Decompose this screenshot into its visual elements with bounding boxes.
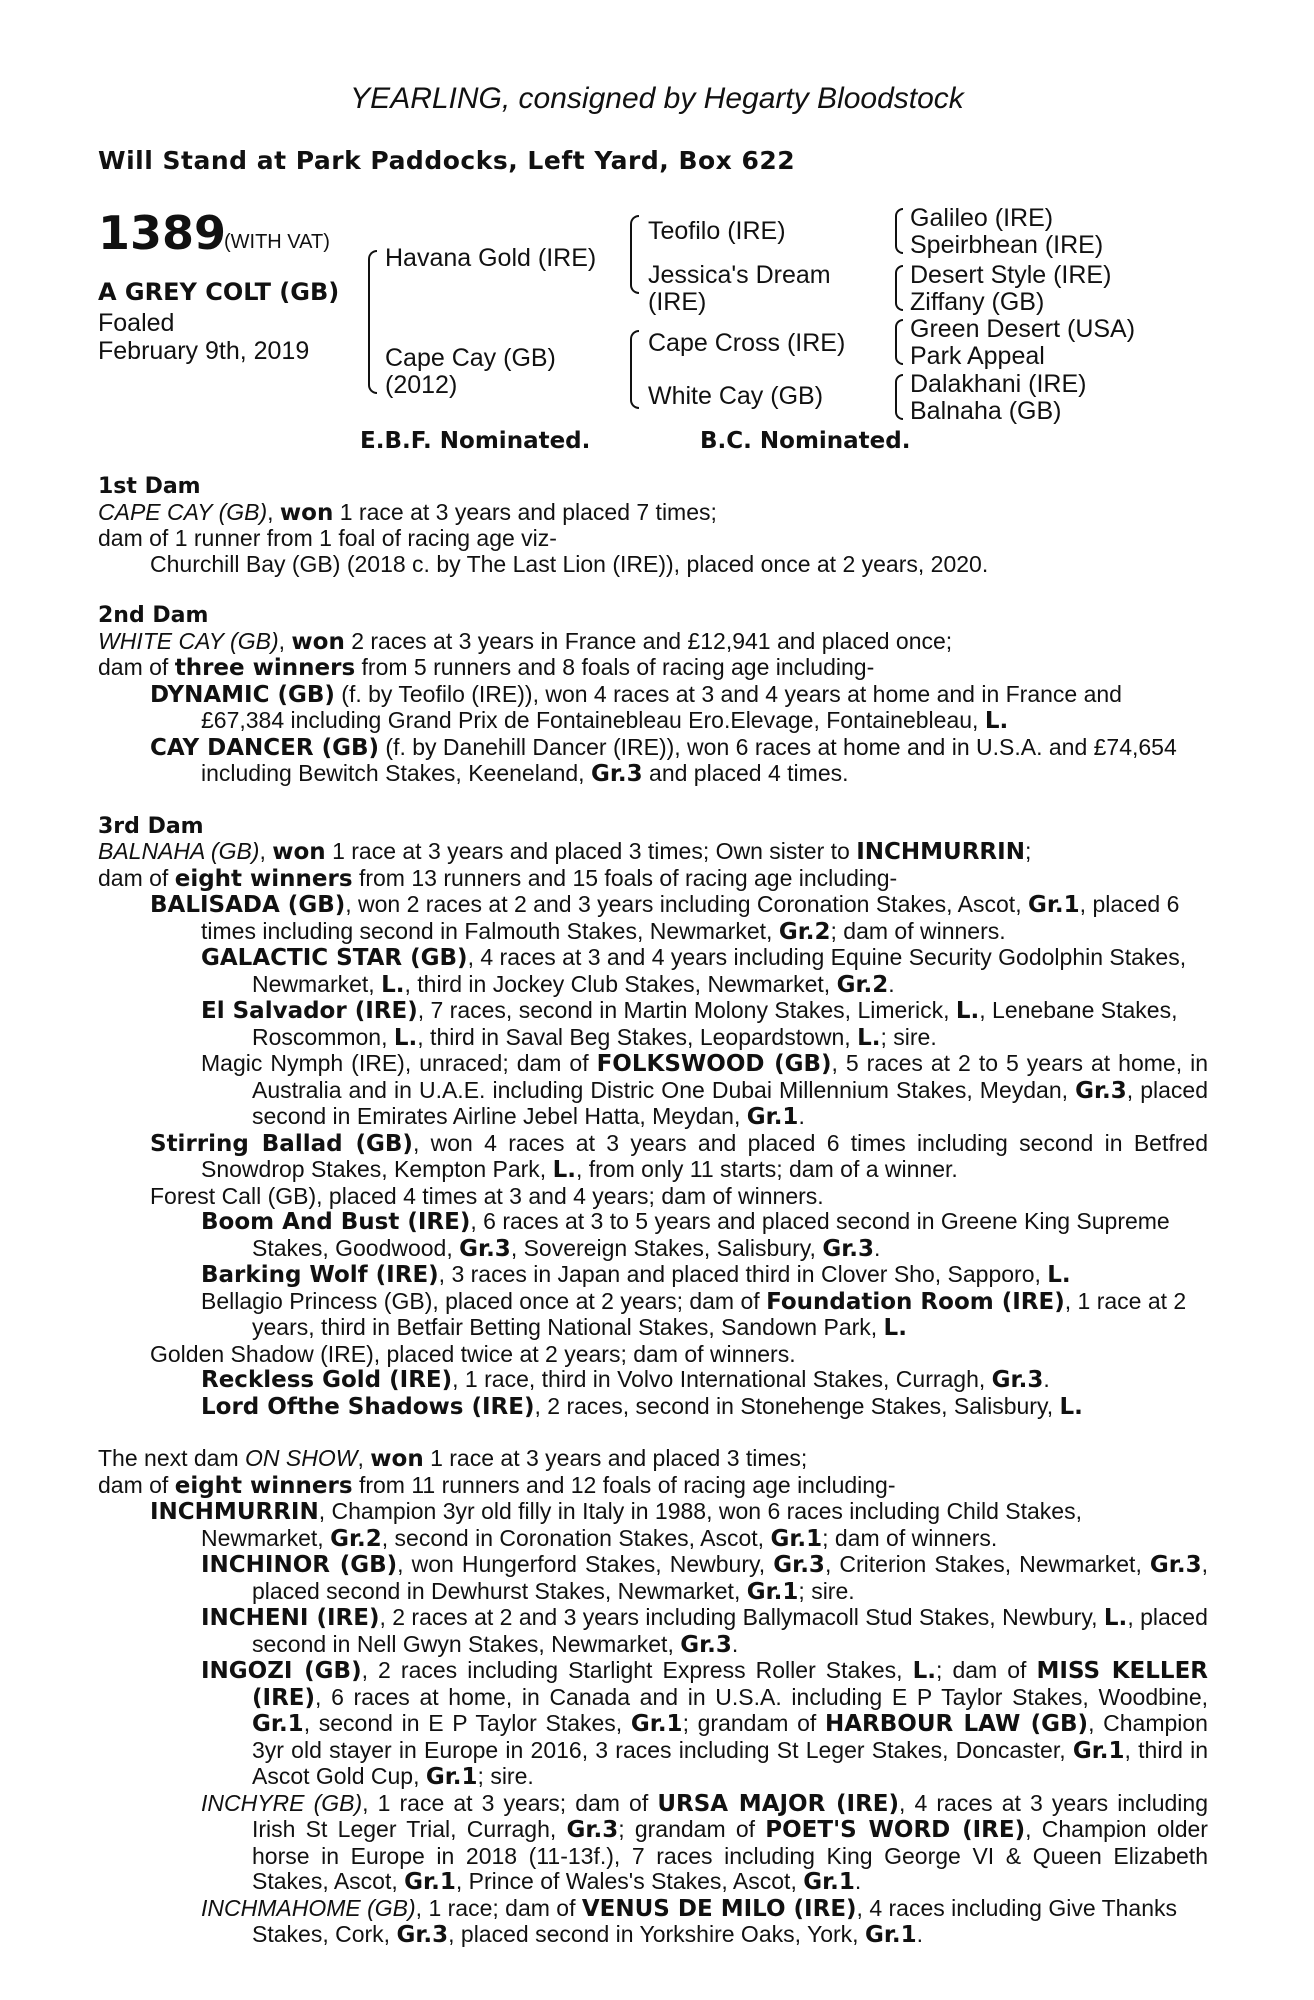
text: from 5 runners and 8 foals of racing age including-	[355, 654, 875, 680]
pedigree-dam: Cape Cay (GB)	[385, 344, 556, 372]
horse-name: CAY DANCER (GB)	[150, 734, 380, 761]
horse-name: INCHMURRIN	[150, 1499, 319, 1525]
offspring-incheni	[98, 1605, 1208, 1658]
second-dam-name: WHITE CAY (GB)	[98, 627, 279, 654]
text: .	[916, 1921, 924, 1947]
text: , Lenebane Stakes, Roscommon,	[252, 997, 1178, 1050]
offspring-dynamic	[98, 682, 1208, 735]
text: (f. by Danehill Dancer (IRE)), won 6 races at home and in U.S.A. and £74,654 including Bewitch Stakes, Keeneland,	[201, 733, 1177, 786]
grade: Gr.1	[1072, 1737, 1125, 1764]
first-dam-record-text: 1 race at 3 years and placed 7 times;	[333, 498, 717, 525]
text: .	[731, 1630, 739, 1657]
next-dam-record	[98, 1446, 1208, 1473]
text: , placed second in Dewhurst Stakes, Newmarket,	[252, 1551, 1208, 1604]
text: , 1 race at 2 years, third in Betfair Betting National Stakes, Sandown Park,	[252, 1287, 1187, 1340]
horse-name: INGOZI (GB)	[201, 1658, 362, 1684]
text: , placed 6 times including second in Falmouth Stakes, Newmarket,	[201, 891, 1180, 944]
horse-name: HARBOUR LAW (GB)	[824, 1711, 1089, 1737]
text: , 6 races at 3 to 5 years and placed second in Greene King Supreme Stakes, Goodwood,	[252, 1208, 1170, 1261]
brace-dam-parents	[630, 330, 639, 409]
text: (f. by Teofilo (IRE)), won 4 races at 3 and 4 years at home and in France and £67,384 including Grand Prix de Fontainebleau Ero.Elevage, Fontainebleau,	[201, 680, 1122, 733]
grade: L.	[552, 1157, 576, 1183]
horse-name: FOLKSWOOD (GB)	[596, 1051, 832, 1077]
text: 1 race at 3 years and placed 3 times; Own sister to	[325, 838, 857, 864]
first-dam-produce: dam of 1 runner from 1 foal of racing age viz-	[98, 525, 557, 551]
grade: L.	[984, 708, 1009, 734]
brace-g3	[895, 319, 903, 365]
first-dam-heading: 1st Dam	[98, 474, 201, 499]
brace-parents	[368, 250, 377, 394]
offspring-barking-wolf	[98, 1262, 1208, 1289]
text: ; sire.	[798, 1577, 855, 1604]
bc-nominated: B.C. Nominated.	[700, 428, 911, 454]
grade: Gr.1	[404, 1869, 456, 1895]
text: , 2 races at 2 and 3 years including Ballymacoll Stud Stakes, Newbury,	[379, 1604, 1104, 1630]
horse-name: BALISADA (GB)	[150, 892, 346, 918]
pedigree-sire-dam-suffix: (IRE)	[648, 288, 707, 316]
won-label: won	[370, 1446, 424, 1472]
pedigree-gg-1: Galileo (IRE)	[910, 204, 1054, 232]
third-dam-record: BALNAHA (GB), won 1 race at 3 years and placed 3 times; Own sister to INCHMURRIN;	[98, 838, 1032, 865]
brace-sire-parents	[630, 215, 639, 294]
text: .	[874, 1234, 881, 1261]
brace-g2	[895, 265, 903, 311]
text: , second in E P Taylor Stakes,	[303, 1710, 631, 1736]
text: , third in Saval Beg Stakes, Leopardstown,	[417, 1023, 858, 1050]
horse-name: Barking Wolf (IRE)	[201, 1262, 439, 1288]
horse-name: GALACTIC STAR (GB)	[201, 945, 468, 971]
won-label: won	[291, 628, 345, 655]
offspring-reckless-gold	[98, 1367, 1208, 1394]
text: , 1 race; dam of	[415, 1894, 582, 1921]
text: , 4 races at 3 and 4 years including Equine Security Godolphin Stakes, Newmarket,	[252, 944, 1187, 997]
second-dam-record-text: 2 races at 3 years in France and £12,941 and placed once;	[344, 627, 953, 654]
text: , 6 races at home, in Canada and in U.S.A. including E P Taylor Stakes, Woodbine,	[315, 1683, 1208, 1710]
text: , placed second in Yorkshire Oaks, York,	[448, 1921, 865, 1947]
offspring-magic-nymph	[98, 1051, 1208, 1131]
offspring-cay-dancer	[98, 735, 1208, 788]
pedigree-dam-dam: White Cay (GB)	[648, 382, 824, 410]
text: , second in Coronation Stakes, Ascot,	[381, 1524, 771, 1551]
grade: Gr.1	[1027, 892, 1080, 918]
grade: Gr.3	[680, 1631, 732, 1658]
grade: Gr.1	[770, 1525, 823, 1552]
second-dam-record: WHITE CAY (GB), won 2 races at 3 years in France and £12,941 and placed once;	[98, 627, 953, 655]
grade: Gr.3	[1075, 1077, 1127, 1104]
next-dam-section	[98, 1446, 1208, 1949]
third-dam-section	[98, 814, 1208, 1421]
horse-name: El Salvador (IRE)	[201, 998, 418, 1024]
horse-name: MISS KELLER (IRE)	[252, 1658, 1208, 1711]
text: , 5 races at 2 to 5 years at home, in Australia and in U.A.E. including Distric One Dubai Millennium Stakes, Meydan,	[252, 1050, 1208, 1103]
text: from 13 runners and 15 foals of racing age including-	[352, 864, 898, 891]
grade: Gr.1	[252, 1711, 304, 1737]
text: , won 2 races at 2 and 3 years including Coronation Stakes, Ascot,	[345, 891, 1028, 917]
text: , 1 race, third in Volvo International Stakes, Curragh,	[452, 1366, 992, 1392]
horse-name: INCHENI (IRE)	[201, 1605, 380, 1631]
grade: Gr.1	[630, 1711, 683, 1737]
pedigree-sire-sire: Teofilo (IRE)	[648, 217, 786, 245]
text: , won 4 races at 3 years and placed 6 times including second in Betfred Snowdrop Stakes, Kempton Park,	[201, 1129, 1208, 1182]
grade: Gr.2	[778, 918, 831, 945]
text: ; grandam of	[618, 1816, 766, 1842]
text: and placed 4 times.	[642, 760, 849, 786]
offspring-el-salvador	[98, 998, 1208, 1051]
text: , 4 races including Give Thanks Stakes, Cork,	[252, 1894, 1178, 1947]
grade: Gr.3	[1149, 1552, 1202, 1578]
text: dam of	[98, 864, 175, 891]
first-dam-name: CAPE CAY (GB)	[98, 498, 268, 525]
text: , 4 races at 3 years including Irish St Leger Trial, Curragh,	[252, 1789, 1209, 1842]
text: .	[798, 1103, 805, 1129]
pedigree-gg-6: Park Appeal	[910, 342, 1045, 370]
second-dam-produce	[98, 655, 1208, 682]
grade: L.	[857, 1024, 881, 1051]
grade: L.	[955, 998, 980, 1024]
offspring-bellagio-princess	[98, 1289, 1208, 1342]
horse-name: POET'S WORD (IRE)	[765, 1817, 1026, 1843]
text: , placed second in Emirates Airline Jebel Hatta, Meydan,	[252, 1076, 1209, 1129]
horse-name: URSA MAJOR (IRE)	[657, 1790, 900, 1817]
text: , placed second in Nell Gwyn Stakes, Newmarket,	[252, 1604, 1208, 1657]
next-dam-name: ON SHOW	[245, 1445, 358, 1471]
pedigree-gg-4: Ziffany (GB)	[910, 288, 1045, 316]
text: .	[888, 970, 895, 997]
text: .	[1043, 1366, 1050, 1392]
first-dam-offspring: Churchill Bay (GB) (2018 c. by The Last Lion (IRE)), placed once at 2 years, 2020.	[150, 550, 989, 577]
text: dam of	[98, 654, 175, 680]
text: ; dam of	[935, 1657, 1037, 1683]
brace-g1	[895, 208, 903, 254]
grade: L.	[883, 1315, 907, 1341]
text: ,	[357, 1445, 371, 1471]
pedigree-gg-7: Dalakhani (IRE)	[910, 370, 1087, 398]
text: , Prince of Wales's Stakes, Ascot,	[455, 1868, 804, 1894]
grade: Gr.1	[864, 1922, 917, 1948]
grade: Gr.3	[459, 1235, 511, 1262]
offspring-stirring-ballad	[98, 1131, 1208, 1184]
grade: Gr.1	[803, 1869, 855, 1895]
offspring-inchyre	[98, 1791, 1208, 1896]
text: , 2 races, second in Stonehenge Stakes, Salisbury,	[534, 1392, 1060, 1419]
offspring-ingozi	[98, 1658, 1208, 1791]
grade: Gr.1	[425, 1764, 478, 1790]
third-dam-produce	[98, 866, 1208, 893]
catalogue-header: YEARLING, consigned by Hegarty Bloodstock	[350, 82, 964, 115]
text: Bellagio Princess (GB), placed once at 2 years; dam of	[201, 1287, 767, 1314]
grade: Gr.2	[836, 971, 889, 998]
horse-name: INCHMURRIN	[856, 839, 1025, 865]
horse-name: Reckless Gold (IRE)	[201, 1367, 453, 1393]
pedigree-gg-3: Desert Style (IRE)	[910, 261, 1112, 289]
offspring-inchmahome	[98, 1896, 1208, 1949]
grade: L.	[381, 971, 405, 998]
horse-name: INCHMAHOME (GB)	[201, 1894, 416, 1921]
offspring-forest-call: Forest Call (GB), placed 4 times at 3 and 4 years; dam of winners.	[150, 1182, 824, 1209]
text: , Champion older horse in Europe in 2018 (11-13f.), 7 races including King George VI & Queen Elizabeth Stakes, Ascot,	[252, 1816, 1208, 1894]
grade: L.	[1047, 1262, 1071, 1288]
text: dam of	[98, 1471, 175, 1498]
offspring-golden-shadow: Golden Shadow (IRE), placed twice at 2 years; dam of winners.	[150, 1340, 796, 1367]
pedigree-gg-2: Speirbhean (IRE)	[910, 231, 1104, 259]
text: ; grandam of	[682, 1710, 825, 1736]
grade: Gr.3	[773, 1552, 825, 1578]
second-dam-section	[98, 603, 1208, 788]
pedigree-sire-dam: Jessica's Dream	[648, 261, 831, 289]
text: , third in Ascot Gold Cup,	[252, 1736, 1208, 1789]
text: , Champion 3yr old filly in Italy in 1988, won 6 races including Child Stakes, Newmarket,	[201, 1498, 1082, 1551]
grade: Gr.1	[746, 1104, 799, 1130]
pedigree-gg-8: Balnaha (GB)	[910, 397, 1062, 425]
offspring-inchmurrin	[98, 1499, 1208, 1552]
lot-number: 1389	[98, 206, 227, 260]
second-dam-heading: 2nd Dam	[98, 603, 209, 628]
winners-count: three winners	[174, 655, 356, 681]
offspring-balisada	[98, 892, 1208, 945]
grade: L.	[912, 1658, 936, 1684]
pedigree-notes	[98, 474, 1208, 1949]
text: , Sovereign Stakes, Salisbury,	[510, 1234, 823, 1261]
text: , 3 races in Japan and placed third in Clover Sho, Sapporo,	[438, 1261, 1048, 1287]
text: ; sire.	[477, 1763, 534, 1789]
grade: Gr.3	[822, 1235, 874, 1262]
offspring-boom-and-bust	[98, 1209, 1208, 1262]
foaled-label: Foaled	[98, 309, 175, 337]
foaled-date: February 9th, 2019	[98, 337, 310, 365]
text: , 1 race at 3 years; dam of	[362, 1789, 658, 1816]
horse-name: Stirring Ballad (GB)	[150, 1130, 413, 1157]
pedigree-gg-5: Green Desert (USA)	[910, 315, 1136, 343]
pedigree-dam-year: (2012)	[385, 371, 458, 399]
horse-name: INCHYRE (GB)	[201, 1789, 363, 1816]
third-dam-heading: 3rd Dam	[98, 813, 204, 839]
vat-note: (WITH VAT)	[224, 231, 330, 253]
won-label: won	[279, 499, 334, 526]
grade: L.	[393, 1024, 418, 1051]
offspring-galactic-star	[98, 945, 1208, 998]
text: , Criterion Stakes, Newmarket,	[824, 1551, 1150, 1577]
ebf-nominated: E.B.F. Nominated.	[360, 428, 591, 454]
won-label: won	[272, 839, 326, 865]
grade: Gr.3	[396, 1922, 449, 1948]
text: from 11 runners and 12 foals of racing age including-	[352, 1471, 896, 1498]
text: ; dam of winners.	[830, 917, 1006, 944]
stand-location: Will Stand at Park Paddocks, Left Yard, Box 622	[98, 146, 796, 175]
text: , from only 11 starts; dam of a winner.	[575, 1156, 958, 1182]
third-dam-name: BALNAHA (GB)	[98, 838, 260, 864]
text: ; sire.	[880, 1023, 937, 1050]
pedigree-sire: Havana Gold (IRE)	[385, 244, 597, 272]
pedigree-dam-sire: Cape Cross (IRE)	[648, 329, 846, 357]
text: , third in Jockey Club Stakes, Newmarket,	[404, 970, 837, 997]
text: 1 race at 3 years and placed 3 times;	[423, 1445, 808, 1471]
first-dam-section	[98, 474, 1208, 577]
grade: Gr.3	[590, 761, 643, 787]
horse-name: DYNAMIC (GB)	[150, 681, 335, 708]
grade: L.	[1103, 1605, 1128, 1631]
lot-description: A GREY COLT (GB)	[98, 278, 340, 306]
text: , Champion 3yr old stayer in Europe in 2016, 3 races including St Leger Stakes, Doncaster,	[252, 1710, 1208, 1763]
horse-name: INCHINOR (GB)	[201, 1552, 398, 1578]
text: , won Hungerford Stakes, Newbury,	[397, 1551, 774, 1577]
text: The next dam	[98, 1445, 246, 1471]
horse-name: Boom And Bust (IRE)	[201, 1209, 471, 1235]
text: Magic Nymph (IRE), unraced; dam of	[201, 1050, 597, 1076]
grade: Gr.3	[991, 1367, 1044, 1393]
grade: Gr.1	[746, 1578, 799, 1605]
winners-count: eight winners	[174, 1472, 353, 1499]
horse-name: Lord Ofthe Shadows (IRE)	[201, 1393, 535, 1420]
grade: Gr.2	[330, 1525, 382, 1552]
next-dam-produce	[98, 1473, 1208, 1500]
text: .	[854, 1868, 862, 1894]
horse-name: VENUS DE MILO (IRE)	[581, 1895, 857, 1922]
brace-g4	[895, 374, 903, 420]
first-dam-record: CAPE CAY (GB), won 1 race at 3 years and placed 7 times;	[98, 498, 717, 526]
offspring-lord-ofthe-shadows	[98, 1394, 1208, 1421]
grade: L.	[1059, 1393, 1083, 1420]
text: ;	[1024, 838, 1032, 864]
text: , 2 races including Starlight Express Roller Stakes,	[361, 1657, 913, 1683]
horse-name: Foundation Room (IRE)	[766, 1288, 1065, 1315]
text: , 7 races, second in Martin Molony Stakes, Limerick,	[417, 997, 956, 1023]
winners-count: eight winners	[174, 865, 353, 892]
offspring-inchinor	[98, 1552, 1208, 1605]
grade: Gr.3	[566, 1817, 619, 1843]
text: ; dam of winners.	[822, 1524, 998, 1551]
